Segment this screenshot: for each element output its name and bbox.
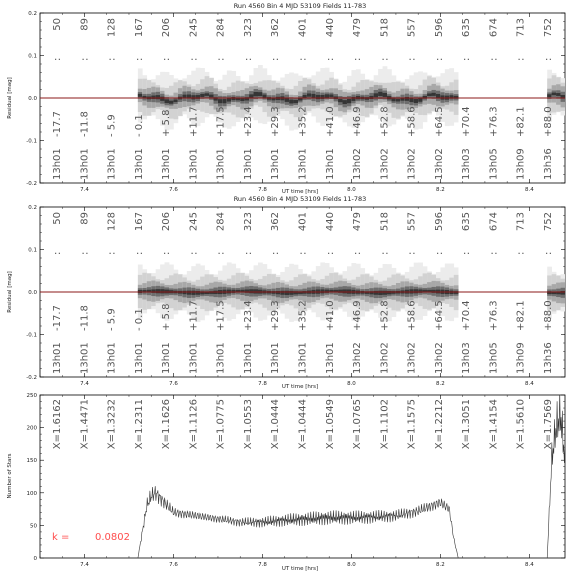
field-ra-label: 13h02 [406, 148, 418, 180]
field-dec-label: +23.4 [242, 300, 254, 331]
panel-2-xlabel: UT time [hrs] [281, 384, 319, 390]
field-number-label: 635 [461, 212, 473, 232]
heatmap-cell [325, 94, 330, 97]
field-colon-label: : [215, 251, 227, 255]
field-colon-label: : [79, 57, 91, 61]
field-dec-label: +70.4 [461, 106, 473, 137]
field-colon-label: : [188, 57, 200, 61]
y-tick-label: 200 [26, 425, 37, 432]
panel-1-ylabel: Residual [mag] [7, 77, 13, 119]
x-tick-label: 7.8 [258, 562, 267, 568]
field-colon-label: : [543, 57, 554, 61]
airmass-label: X=1.6162 [52, 399, 63, 450]
field-colon-label: : [461, 57, 473, 61]
field-dec-label: +46.9 [352, 300, 364, 331]
panel-3-airmass-labels [52, 399, 554, 449]
field-dec-label: +29.3 [270, 106, 282, 137]
x-tick-label: 7.4 [80, 381, 89, 387]
field-ra-label: 13h01 [188, 148, 200, 180]
field-dec-label: +70.4 [461, 300, 473, 331]
field-ra-label: 13h36 [543, 342, 554, 374]
field-ra-label: 13h01 [215, 148, 227, 180]
field-number-label: 323 [242, 18, 254, 38]
field-ra-label: 13h03 [461, 342, 473, 374]
y-tick-label: 0.0 [28, 290, 37, 296]
field-dec-label: +11.7 [188, 106, 200, 137]
heatmap-cell [200, 94, 205, 97]
heatmap-cell [307, 93, 312, 96]
field-dec-label: +11.7 [188, 300, 200, 331]
field-ra-label: 13h01 [106, 148, 118, 180]
field-ra-label: 13h01 [188, 342, 200, 374]
heatmap-cell [218, 99, 223, 103]
field-ra-label: 13h01 [161, 148, 173, 180]
field-dec-label: +64.5 [433, 300, 445, 331]
x-tick-label: 7.8 [258, 381, 267, 387]
x-tick-label: 8.2 [436, 562, 445, 568]
heatmap-cell [289, 100, 294, 104]
k-label: k = [52, 532, 70, 543]
heatmap-cell [205, 93, 210, 96]
x-tick-label: 8.4 [525, 187, 534, 193]
field-number-label: 89 [79, 212, 91, 225]
field-ra-label: 13h02 [433, 342, 445, 374]
y-tick-label: -0.1 [26, 332, 37, 339]
field-dec-label: - 0.1 [133, 114, 145, 137]
airmass-label: X=1.4471 [79, 399, 91, 450]
x-tick-label: 7.4 [80, 562, 89, 568]
panel-1-xlabel: UT time [hrs] [281, 189, 319, 195]
field-number-label: 284 [215, 212, 227, 232]
star-count-panel [7, 392, 565, 572]
field-colon-label: : [433, 57, 445, 61]
x-tick-label: 7.6 [169, 381, 178, 387]
field-number-label: 713 [515, 18, 527, 38]
field-dec-label: +82.1 [515, 300, 527, 331]
residual-panel-1 [7, 2, 565, 195]
field-number-label: 596 [433, 18, 445, 38]
field-number-label: 128 [106, 18, 118, 38]
field-dec-label: +64.5 [433, 106, 445, 137]
field-number-label: 206 [161, 18, 173, 38]
x-tick-label: 8.0 [347, 187, 356, 193]
field-colon-label: : [52, 251, 63, 255]
field-ra-label: 13h01 [52, 148, 63, 180]
field-number-label: 752 [543, 18, 554, 38]
field-number-label: 245 [188, 18, 200, 38]
airmass-label: X=1.3232 [106, 399, 118, 450]
field-colon-label: : [52, 57, 63, 61]
field-number-label: 674 [488, 212, 500, 232]
y-tick-label: 0.2 [28, 205, 37, 211]
heatmap-cell [387, 291, 392, 294]
heatmap-cell [383, 93, 388, 97]
heatmap-cell [187, 291, 192, 295]
x-tick-label: 8.0 [347, 381, 356, 387]
field-colon-label: : [515, 251, 527, 255]
field-ra-label: 13h01 [52, 342, 63, 374]
field-colon-label: : [433, 251, 445, 255]
y-tick-label: 250 [26, 393, 37, 399]
x-tick-label: 8.4 [525, 562, 534, 568]
field-number-label: 596 [433, 212, 445, 232]
field-ra-label: 13h01 [161, 342, 173, 374]
field-ra-label: 13h01 [270, 342, 282, 374]
field-ra-label: 13h01 [297, 148, 309, 180]
heatmap-cell [289, 291, 294, 295]
field-dec-label: +41.0 [324, 106, 336, 137]
field-dec-label: +41.0 [324, 300, 336, 331]
heatmap-cell [347, 99, 352, 103]
field-ra-label: 13h01 [106, 342, 118, 374]
field-ra-label: 13h01 [242, 342, 254, 374]
heatmap-cell [191, 291, 196, 295]
x-tick-label: 8.2 [436, 187, 445, 193]
heatmap-cell [378, 291, 383, 295]
heatmap-cell [209, 95, 214, 98]
y-tick-label: 100 [26, 490, 37, 497]
airmass-label: X=1.5610 [515, 399, 527, 450]
field-colon-label: : [324, 57, 336, 61]
field-colon-label: : [242, 251, 254, 255]
heatmap-cell [165, 99, 170, 103]
field-number-label: 557 [406, 212, 418, 232]
field-colon-label: : [297, 251, 309, 255]
field-dec-label: +17.5 [215, 300, 227, 331]
heatmap-cell [552, 93, 557, 96]
y-tick-label: 0.0 [28, 96, 37, 102]
heatmap-cell [262, 95, 267, 98]
airmass-label: X=1.2212 [433, 399, 445, 450]
heatmap-cell [414, 99, 419, 103]
field-ra-label: 13h02 [379, 148, 391, 180]
heatmap-cell [329, 94, 334, 97]
heatmap-cell [374, 291, 379, 295]
field-ra-label: 13h36 [543, 148, 554, 180]
y-tick-label: 0.1 [28, 247, 37, 254]
field-colon-label: : [188, 251, 200, 255]
heatmap-cell [169, 101, 174, 104]
field-colon-label: : [161, 251, 173, 255]
heatmap-cell [414, 289, 419, 293]
field-dec-label: +88.0 [543, 106, 554, 137]
field-dec-label: + 5.8 [161, 109, 173, 137]
field-dec-label: +58.6 [406, 106, 418, 137]
field-ra-label: 13h01 [270, 148, 282, 180]
field-dec-label: +82.1 [515, 106, 527, 137]
heatmap-cell [191, 95, 196, 99]
field-number-label: 479 [352, 212, 364, 232]
field-number-label: 440 [324, 212, 336, 232]
field-number-label: 245 [188, 212, 200, 232]
panel-3-ylabel: Number of Stars [7, 453, 13, 499]
airmass-label: X=1.4154 [488, 399, 500, 450]
heatmap-cell [396, 99, 401, 102]
x-tick-label: 7.8 [258, 187, 267, 193]
field-number-label: 635 [461, 18, 473, 38]
panel-3-xlabel: UT time [hrs] [281, 566, 319, 572]
y-tick-label: 0.1 [28, 53, 37, 60]
airmass-label: X=1.0444 [270, 399, 282, 450]
heatmap-cell [378, 92, 383, 96]
field-dec-label: +23.4 [242, 106, 254, 137]
field-dec-label: +29.3 [270, 300, 282, 331]
panel-2-ylabel: Residual [mag] [7, 271, 13, 313]
field-number-label: 167 [133, 212, 145, 232]
field-number-label: 674 [488, 18, 500, 38]
field-dec-label: + 5.8 [161, 303, 173, 331]
field-colon-label: : [242, 57, 254, 61]
field-number-label: 323 [242, 212, 254, 232]
field-number-label: 50 [52, 212, 63, 225]
field-colon-label: : [270, 251, 282, 255]
heatmap-cell [316, 95, 321, 99]
heatmap-cell [276, 291, 281, 294]
field-colon-label: : [215, 57, 227, 61]
heatmap-cell [383, 291, 388, 295]
field-dec-label: +76.3 [488, 300, 500, 331]
heatmap-cell [343, 100, 348, 104]
x-tick-label: 7.4 [80, 187, 89, 193]
field-dec-label: - 0.1 [133, 308, 145, 331]
field-dec-label: +17.5 [215, 106, 227, 137]
field-ra-label: 13h01 [79, 342, 91, 374]
field-ra-label: 13h05 [488, 148, 500, 180]
y-tick-label: 50 [30, 523, 37, 530]
y-tick-label: 0 [33, 556, 37, 562]
field-number-label: 557 [406, 18, 418, 38]
field-colon-label: : [161, 57, 173, 61]
x-tick-label: 8.0 [347, 562, 356, 568]
field-colon-label: : [515, 57, 527, 61]
heatmap-cell [391, 99, 396, 102]
x-tick-label: 8.2 [436, 381, 445, 387]
field-dec-label: -17.7 [52, 305, 63, 331]
field-ra-label: 13h02 [352, 342, 364, 374]
field-dec-label: -11.8 [79, 111, 91, 137]
field-dec-label: +46.9 [352, 106, 364, 137]
airmass-label: X=1.0765 [352, 399, 364, 450]
heatmap-cell [280, 291, 285, 295]
field-ra-label: 13h01 [242, 148, 254, 180]
field-colon-label: : [324, 251, 336, 255]
field-dec-label: -11.8 [79, 305, 91, 331]
heatmap-cell [165, 290, 170, 294]
field-dec-label: +35.2 [297, 300, 309, 331]
field-ra-label: 13h03 [461, 148, 473, 180]
field-number-label: 89 [79, 18, 91, 31]
field-number-label: 284 [215, 18, 227, 38]
heatmap-cell [338, 99, 343, 102]
field-dec-label: +76.3 [488, 106, 500, 137]
panel-1-title: Run 4560 Bin 4 MJD 53109 Fields 11-783 [233, 2, 367, 10]
heatmap-cell [249, 289, 254, 293]
field-ra-label: 13h01 [79, 148, 91, 180]
heatmap-cell [254, 289, 259, 293]
heatmap-cell [418, 98, 423, 101]
heatmap-cell [374, 93, 379, 97]
field-dec-label: +58.6 [406, 300, 418, 331]
field-number-label: 752 [543, 212, 554, 232]
field-colon-label: : [352, 251, 364, 255]
airmass-label: X=1.1126 [188, 399, 200, 450]
field-colon-label: : [133, 251, 145, 255]
field-ra-label: 13h05 [488, 342, 500, 374]
y-tick-label: -0.2 [26, 181, 37, 187]
field-dec-label: +52.8 [379, 300, 391, 331]
heatmap-cell [432, 93, 437, 96]
heatmap-cell [240, 98, 245, 101]
heatmap-cell [427, 93, 432, 96]
field-number-label: 518 [379, 18, 391, 38]
field-number-label: 167 [133, 18, 145, 38]
heatmap-cell [160, 289, 165, 293]
heatmap-cell [294, 100, 299, 103]
heatmap-cell [311, 94, 316, 98]
x-tick-label: 8.4 [525, 381, 534, 387]
field-number-label: 713 [515, 212, 527, 232]
heatmap-cell [556, 93, 561, 96]
field-ra-label: 13h02 [433, 148, 445, 180]
heatmap-cell [320, 289, 325, 293]
heatmap-cell [303, 95, 308, 98]
heatmap-cell [222, 99, 227, 103]
field-ra-label: 13h02 [352, 148, 364, 180]
field-number-label: 362 [270, 212, 282, 232]
y-tick-label: -0.2 [26, 375, 37, 381]
field-ra-label: 13h01 [133, 342, 145, 374]
airmass-label: X=1.2311 [133, 399, 145, 450]
airmass-label: X=1.0553 [242, 399, 254, 450]
field-colon-label: : [133, 57, 145, 61]
heatmap-cell [138, 290, 143, 293]
y-tick-label: -0.1 [26, 138, 37, 145]
airmass-label: X=1.1626 [161, 399, 173, 450]
field-colon-label: : [270, 57, 282, 61]
field-ra-label: 13h02 [379, 342, 391, 374]
heatmap-cell [160, 97, 165, 101]
field-colon-label: : [488, 57, 500, 61]
field-colon-label: : [379, 251, 391, 255]
y-tick-label: 150 [26, 458, 37, 465]
heatmap-cell [254, 92, 259, 96]
field-number-label: 401 [297, 18, 309, 38]
field-colon-label: : [79, 251, 91, 255]
x-tick-label: 7.6 [169, 562, 178, 568]
airmass-label: X=1.1102 [379, 399, 391, 450]
heatmap-cell [156, 95, 161, 99]
field-colon-label: : [352, 57, 364, 61]
airmass-label: X=1.7569 [543, 399, 554, 450]
heatmap-cell [138, 94, 143, 97]
field-ra-label: 13h01 [324, 342, 336, 374]
field-ra-label: 13h09 [515, 148, 527, 180]
field-colon-label: : [406, 251, 418, 255]
field-number-label: 401 [297, 212, 309, 232]
field-colon-label: : [297, 57, 309, 61]
field-dec-label: - 5.9 [106, 114, 118, 137]
field-dec-label: - 5.9 [106, 308, 118, 331]
heatmap-cell [258, 92, 263, 96]
field-ra-label: 13h01 [297, 342, 309, 374]
heatmap-cell [285, 291, 290, 295]
field-ra-label: 13h09 [515, 342, 527, 374]
field-number-label: 362 [270, 18, 282, 38]
field-number-label: 518 [379, 212, 391, 232]
airmass-label: X=1.0444 [297, 399, 309, 450]
field-dec-label: +52.8 [379, 106, 391, 137]
field-colon-label: : [461, 251, 473, 255]
field-colon-label: : [106, 57, 118, 61]
panel-2-title: Run 4560 Bin 4 MJD 53109 Fields 11-783 [233, 195, 367, 203]
field-dec-label: +35.2 [297, 106, 309, 137]
field-number-label: 479 [352, 18, 364, 38]
heatmap-cell [343, 289, 348, 293]
field-number-label: 50 [52, 18, 63, 31]
heatmap-cell [436, 94, 441, 98]
field-ra-label: 13h01 [324, 148, 336, 180]
field-colon-label: : [488, 251, 500, 255]
airmass-label: X=1.3051 [461, 399, 473, 450]
field-dec-label: +88.0 [543, 300, 554, 331]
x-tick-label: 7.6 [169, 187, 178, 193]
field-number-label: 128 [106, 212, 118, 232]
heatmap-cell [156, 289, 161, 293]
field-number-label: 206 [161, 212, 173, 232]
field-colon-label: : [106, 251, 118, 255]
field-colon-label: : [379, 57, 391, 61]
heatmap-cell [409, 289, 414, 293]
field-ra-label: 13h02 [406, 342, 418, 374]
airmass-label: X=1.0775 [215, 399, 227, 450]
field-dec-label: -17.7 [52, 111, 63, 137]
heatmap-cell [369, 96, 374, 99]
y-tick-label: 0.2 [28, 11, 37, 17]
heatmap-cell [173, 99, 178, 102]
field-colon-label: : [543, 251, 554, 255]
heatmap-cell [547, 94, 552, 97]
field-ra-label: 13h01 [215, 342, 227, 374]
field-ra-label: 13h01 [133, 148, 145, 180]
residual-panel-2 [7, 195, 565, 390]
k-value: 0.0802 [95, 532, 130, 543]
airmass-label: X=1.1575 [406, 399, 418, 450]
field-number-label: 440 [324, 18, 336, 38]
airmass-label: X=1.0549 [324, 399, 336, 450]
field-colon-label: : [406, 57, 418, 61]
